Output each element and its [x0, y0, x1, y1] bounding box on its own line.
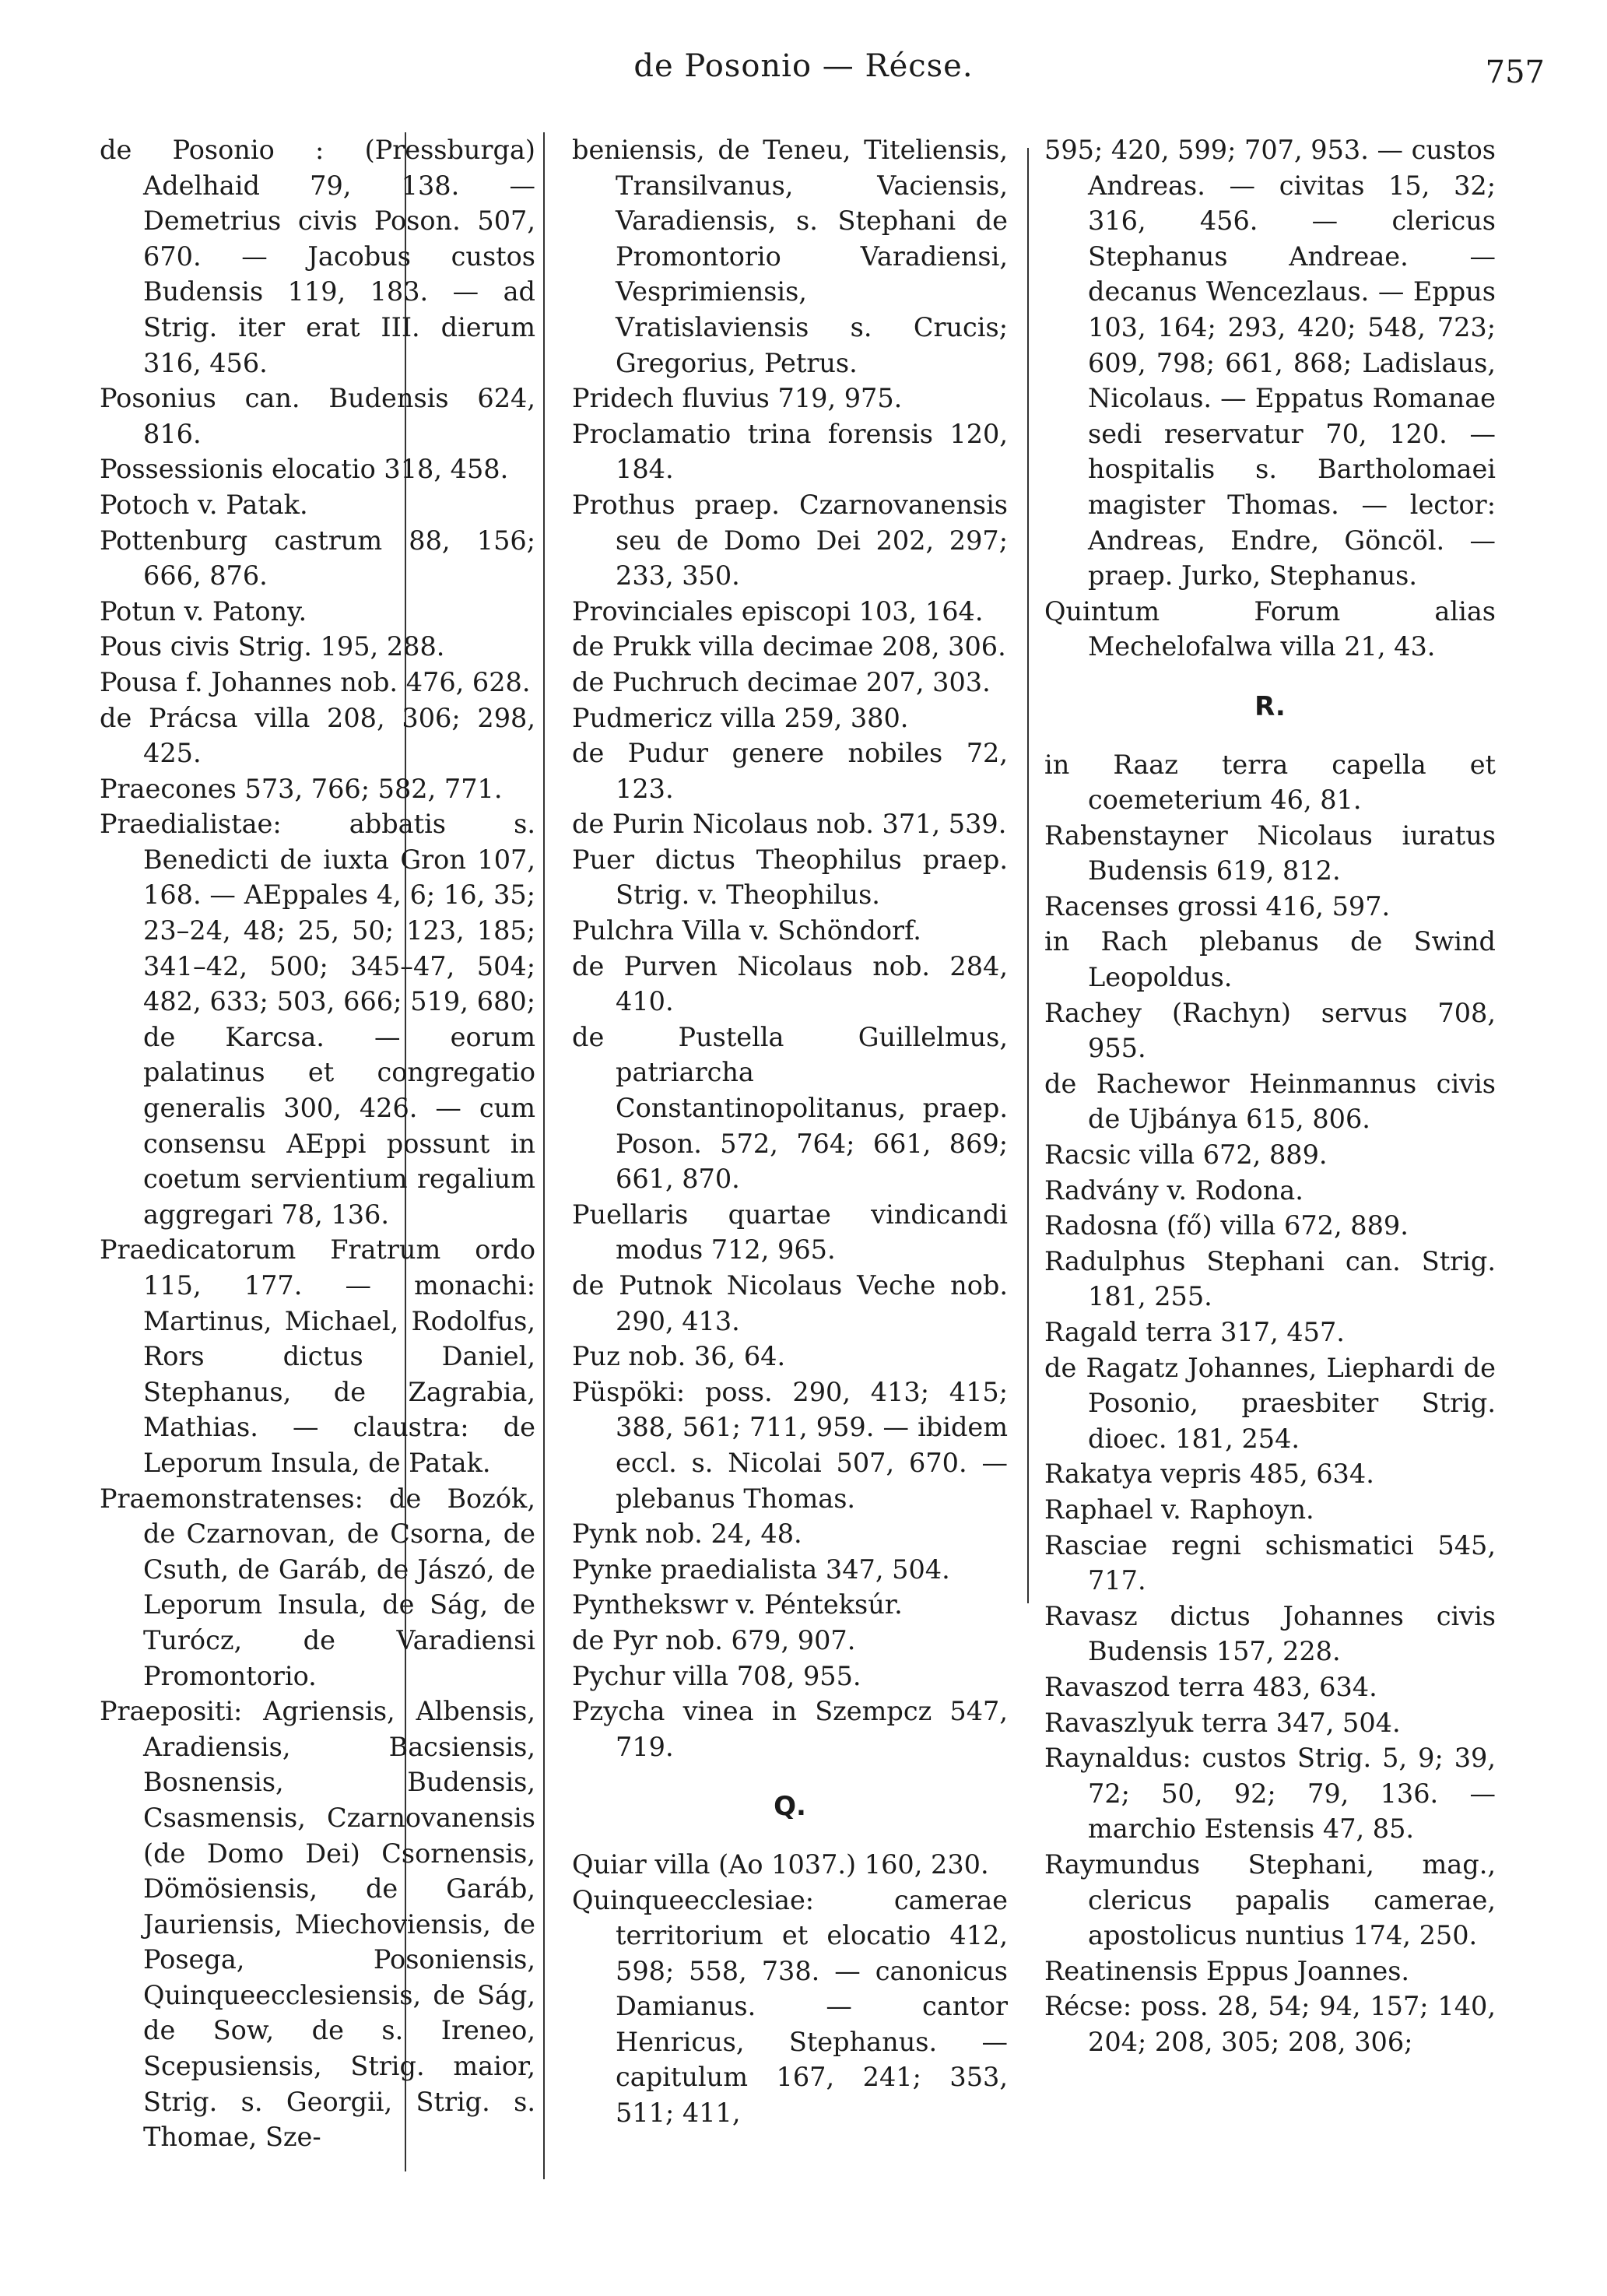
index-entry: Praecones 573, 766; 582, 771.: [100, 773, 503, 804]
index-column-left: [100, 132, 535, 2155]
index-column-right: [1044, 132, 1496, 2059]
index-entry: Proclamatio trina forensis 120, 184.: [572, 418, 1008, 485]
index-entry: Pottenburg castrum 88, 156; 666, 876.: [100, 525, 535, 592]
index-entry: Rakatya vepris 485, 634.: [1044, 1459, 1374, 1490]
index-entry: de Prácsa villa 208, 306; 298, 425.: [100, 702, 535, 769]
index-entry: Ravaszod terra 483, 634.: [1044, 1671, 1377, 1702]
index-entry: Possessionis elocatio 318, 458.: [100, 454, 509, 485]
index-entry: Potoch v. Patak.: [100, 489, 308, 520]
index-column-middle: [572, 132, 1008, 2131]
index-entry: Potun v. Patony.: [100, 595, 307, 627]
page-number: 757: [1485, 54, 1545, 90]
index-entry: Pynthekswr v. Pénteksúr.: [572, 1589, 903, 1620]
index-entry: Raynaldus: custos Strig. 5, 9; 39, 72; 50, 92; 79, 136. — marchio Estensis 47, 85.: [1044, 1743, 1496, 1845]
index-entry: Puellaris quartae vindicandi modus 712, 965.: [572, 1199, 1008, 1266]
index-entry: Racenses grossi 416, 597.: [1044, 890, 1391, 922]
index-entry: Pous civis Strig. 195, 288.: [100, 631, 445, 662]
index-entry: Radvány v. Rodona.: [1044, 1174, 1303, 1206]
index-entry: Pousa f. Johannes nob. 476, 628.: [100, 666, 531, 697]
index-entry: de Pustella Guillelmus, patriarcha Constantinopolitanus, praep. Poson. 572, 764; 661, 869; 661, 870.: [572, 1021, 1008, 1195]
index-entry: Pzycha vinea in Szempcz 547, 719.: [572, 1696, 1008, 1762]
index-entry: Rabenstayner Nicolaus iuratus Budensis 619, 812.: [1044, 820, 1496, 886]
index-entry: Ravasz dictus Johannes civis Budensis 157, 228.: [1044, 1600, 1496, 1667]
index-entry: beniensis, de Teneu, Titeliensis, Transilvanus, Vaciensis, Varadiensis, s. Stephani de Promontorio Varadiensi, Vesprimiensis, Vratislaviensis s. Crucis; Gregorius, Petrus.: [572, 135, 1008, 378]
index-entry: de Pudur genere nobiles 72, 123.: [572, 738, 1008, 804]
column-rule: [543, 132, 545, 2179]
index-entry: Rachey (Rachyn) servus 708, 955.: [1044, 997, 1496, 1064]
index-entry: Radosna (fő) villa 672, 889.: [1044, 1210, 1409, 1241]
index-entry: Raymundus Stephani, mag., clericus papalis camerae, apostolicus nuntius 174, 250.: [1044, 1848, 1496, 1951]
index-entry: Puer dictus Theophilus praep. Strig. v. Theophilus.: [572, 844, 1008, 911]
index-entry: de Puchruch decimae 207, 303.: [572, 666, 991, 697]
index-entry: de Rachewor Heinmannus civis de Ujbánya 615, 806.: [1044, 1068, 1496, 1135]
index-entry: de Purin Nicolaus nob. 371, 539.: [572, 809, 1007, 840]
index-entry: in Rach plebanus de Swind Leopoldus.: [1044, 926, 1496, 993]
index-entry: Pulchra Villa v. Schöndorf.: [572, 915, 921, 946]
index-entry: Pudmericz villa 259, 380.: [572, 702, 909, 733]
index-entry: Praepositi: Agriensis, Albensis, Aradiensis, Bacsiensis, Bosnensis, Budensis, Csasmensis, Czarnovanensis (de Domo Dei) Csornensis, Dömösiensis, de Garáb, Jauriensis, Miechoviensis, de Posega, Posoniensis, Quinqueecclesiensis, de Ság, de Sow, de s. Ireneo, Scepusiensis, Strig. maior, Strig. s. Georgii, Strig. s. Thomae, Sze-: [100, 1696, 535, 2153]
index-entry: Pynk nob. 24, 48.: [572, 1518, 802, 1550]
running-header-title: de Posonio — Récse.: [633, 48, 974, 84]
index-entry: de Ragatz Johannes, Liephardi de Posonio, praesbiter Strig. dioec. 181, 254.: [1044, 1352, 1496, 1454]
index-entry: Püspöki: poss. 290, 413; 415; 388, 561; 711, 959. — ibidem eccl. s. Nicolai 507, 670. — plebanus Thomas.: [572, 1376, 1008, 1514]
index-entry: Prothus praep. Czarnovanensis seu de Domo Dei 202, 297; 233, 350.: [572, 489, 1008, 592]
index-entry: Ragald terra 317, 457.: [1044, 1317, 1345, 1347]
index-entry: Praedicatorum Fratrum ordo 115, 177. — monachi: Martinus, Michael, Rodolfus, Rors dictus Daniel, Stephanus, de Zagrabia, Mathias. — claustra: de Leporum Insula, de Patak.: [100, 1234, 535, 1478]
index-entry: Récse: poss. 28, 54; 94, 157; 140, 204; 208, 305; 208, 306;: [1044, 1991, 1496, 2057]
index-entry: de Prukk villa decimae 208, 306.: [572, 631, 1006, 662]
index-entry: in Raaz terra capella et coemeterium 46, 81.: [1044, 749, 1496, 816]
index-entry: de Purven Nicolaus nob. 284, 410.: [572, 950, 1008, 1017]
index-entry: Quinqueecclesiae: camerae territorium et elocatio 412, 598; 558, 738. — canonicus Damianus. — cantor Henricus, Stephanus. — capitulum 167, 241; 353, 511; 411,: [572, 1884, 1008, 2129]
index-entry: Raphael v. Raphoyn.: [1044, 1494, 1314, 1525]
column-rule: [1027, 148, 1029, 1603]
section-heading-r: R.: [1254, 690, 1286, 722]
index-entry: Rasciae regni schismatici 545, 717.: [1044, 1529, 1496, 1596]
index-entry: de Pyr nob. 679, 907.: [572, 1624, 856, 1655]
index-entry: 595; 420, 599; 707, 953. — custos Andreas. — civitas 15, 32; 316, 456. — clericus Stephanus Andreae. — decanus Wencezlaus. — Eppus 103, 164; 293, 420; 548, 723; 609, 798; 661, 868; Ladislaus, Nicolaus. — Eppatus Romanae sedi reservatur 70, 120. — hospitalis s. Bartholomaei magister Thomas. — lector: Andreas, Endre, Göncöl. — praep. Jurko, Stephanus.: [1044, 135, 1496, 592]
index-entry: Praedialistae: abbatis s. Benedicti de iuxta Gron 107, 168. — AEppales 4, 6; 16, 35; 23–24, 48; 25, 50; 123, 185; 341–42, 500; 345–47, 504; 482, 633; 503, 666; 519, 680; de Karcsa. — eorum palatinus et congregatio generalis 300, 426. — cum consensu AEppi possunt in coetum servientium regalium aggregari 78, 136.: [100, 809, 535, 1230]
index-entry: Radulphus Stephani can. Strig. 181, 255.: [1044, 1245, 1496, 1312]
index-entry: Posonius can. Budensis 624, 816.: [100, 383, 535, 449]
index-entry: Praemonstratenses: de Bozók, de Czarnovan, de Csorna, de Csuth, de Garáb, de Jászó, de Leporum Insula, de Ság, de Turócz, de Varadiensi Promontorio.: [100, 1483, 535, 1691]
index-entry: Quintum Forum alias Mechelofalwa villa 21, 43.: [1044, 595, 1496, 662]
index-entry: de Putnok Nicolaus Veche nob. 290, 413.: [572, 1270, 1008, 1336]
index-entry: de Posonio : (Pressburga) Adelhaid 79, 138. — Demetrius civis Poson. 507, 670. — Jacobus custos Budensis 119, 183. — ad Strig. iter erat III. dierum 316, 456.: [100, 135, 535, 378]
index-entry: Pychur villa 708, 955.: [572, 1660, 861, 1691]
index-entry: Provinciales episcopi 103, 164.: [572, 595, 984, 627]
index-entry: Puz nob. 36, 64.: [572, 1341, 786, 1372]
index-entry: Pridech fluvius 719, 975.: [572, 383, 903, 414]
index-entry: Reatinensis Eppus Joannes.: [1044, 1955, 1410, 1986]
index-entry: Racsic villa 672, 889.: [1044, 1139, 1328, 1171]
index-entry: Pynke praedialista 347, 504.: [572, 1553, 950, 1585]
index-entry: Ravaszlyuk terra 347, 504.: [1044, 1707, 1401, 1738]
section-heading-q: Q.: [774, 1791, 806, 1823]
index-entry: Quiar villa (Ao 1037.) 160, 230.: [572, 1848, 989, 1880]
